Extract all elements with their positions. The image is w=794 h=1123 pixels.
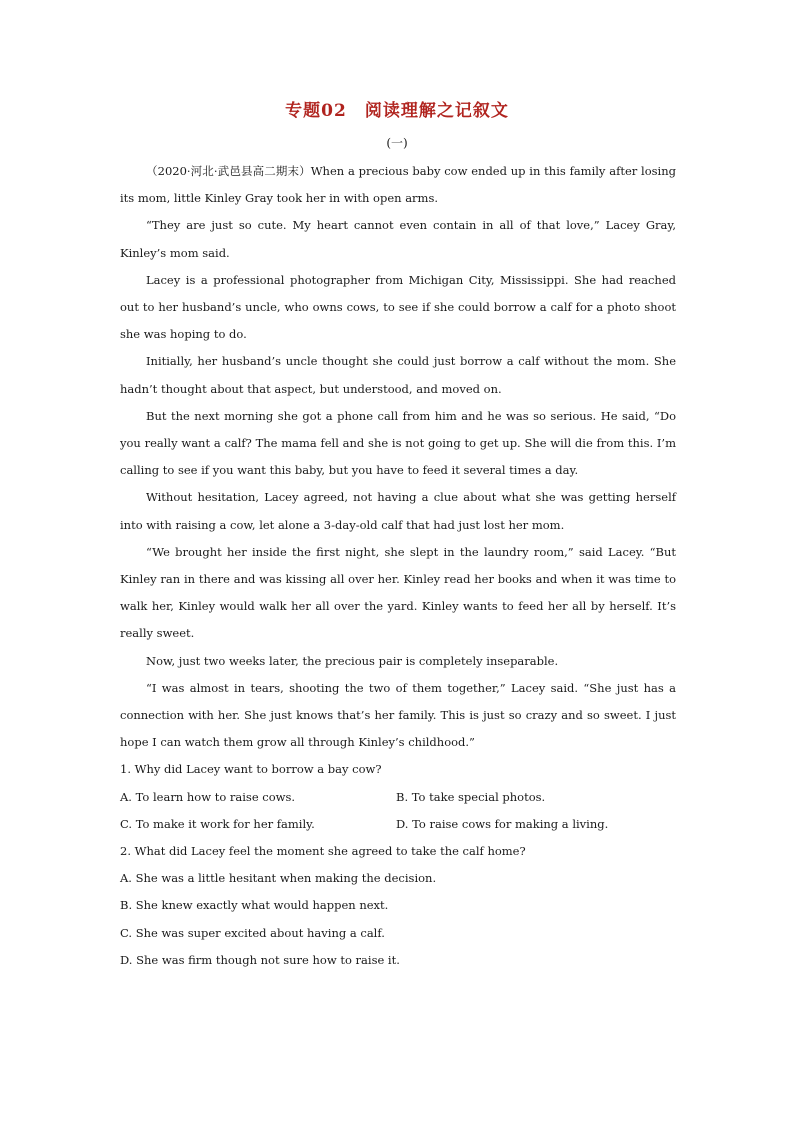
option-c: C. To make it work for her family. (120, 816, 315, 831)
option-row (120, 784, 676, 811)
option-d: D. To raise cows for making a living. (396, 816, 609, 831)
option-b: B. She knew exactly what would happen next. (120, 898, 389, 913)
option-d: D. She was firm though not sure how to raise it. (120, 952, 400, 967)
question-stem: 1. Why did Lacey want to borrow a bay cow? (120, 762, 382, 777)
passage-paragraph: But the next morning she got a phone call from him and he was so serious. He said, “Do you really want a calf? The mama fell and she is not going to get up. She will die from this. I’m calling to see if you want this baby, but you have to feed it several times a day. (120, 408, 676, 478)
option-row (120, 811, 676, 838)
question-1 (120, 756, 676, 838)
option-c: C. She was super excited about having a calf. (120, 925, 385, 940)
passage-paragraph: （2020·河北·武邑县高二期末）When a precious baby cow ended up in this family after losing its mom, little Kinley Gray took her in with open arms. (120, 164, 676, 206)
option-a: A. She was a little hesitant when making the decision. (120, 871, 437, 886)
option-a: A. To learn how to raise cows. (120, 789, 296, 804)
question-stem: 2. What did Lacey feel the moment she agreed to take the calf home? (120, 844, 526, 859)
passage-paragraph: Lacey is a professional photographer from Michigan City, Mississippi. She had reached out to her husband’s uncle, who owns cows, to see if she could borrow a calf for a photo shoot she was hoping to do. (120, 272, 676, 342)
passage-paragraph: “They are just so cute. My heart cannot even contain in all of that love,” Lacey Gray, Kinley’s mom said. (120, 218, 676, 260)
question-2 (120, 838, 676, 974)
reading-passage (120, 158, 676, 974)
passage-paragraph: “I was almost in tears, shooting the two of them together,” Lacey said. “She just has a connection with her. She just knows that’s her family. This is just so crazy and so sweet. I just hope I can watch them grow all through Kinley’s childhood.” (120, 680, 676, 750)
option-b: B. To take special photos. (396, 789, 546, 804)
page-title: 专题02 阅读理解之记叙文 (285, 101, 509, 121)
passage-paragraph: Now, just two weeks later, the precious pair is completely inseparable. (146, 653, 559, 668)
passage-paragraph: Initially, her husband’s uncle thought she could just borrow a calf without the mom. She hadn’t thought about that aspect, but understood, and moved on. (120, 354, 676, 396)
passage-paragraph: Without hesitation, Lacey agreed, not having a clue about what she was getting herself into with raising a cow, let alone a 3-day-old calf that had just lost her mom. (120, 490, 676, 532)
passage-paragraph: “We brought her inside the first night, she slept in the laundry room,” said Lacey. “But Kinley ran in there and was kissing all over her. Kinley read her books and when it was time to walk her, Kinley would walk her all over the yard. Kinley wants to feed her all by herself. It’s really sweet. (120, 544, 676, 641)
section-number: (一) (386, 136, 408, 150)
